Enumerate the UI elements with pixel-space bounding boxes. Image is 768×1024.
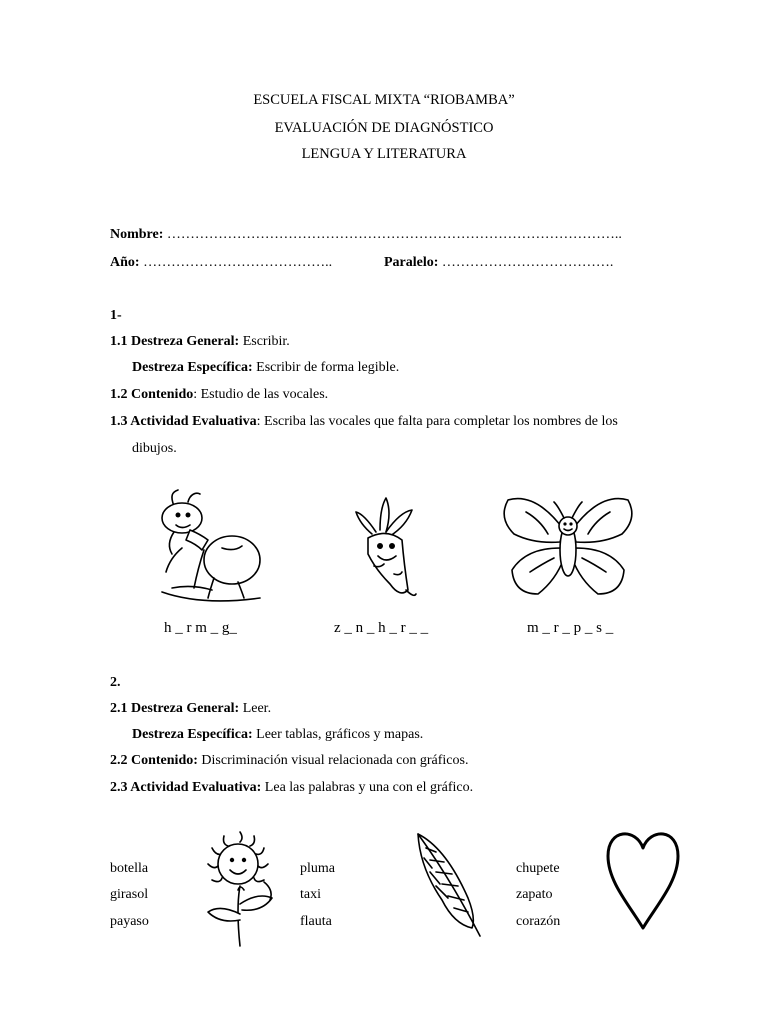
feather-illustration: [406, 828, 486, 938]
word-botella: botella: [110, 861, 149, 876]
word-flauta: flauta: [300, 914, 332, 929]
word-girasol: girasol: [110, 887, 149, 902]
section1-general: 1.1 Destreza General: Escribir.: [110, 334, 290, 349]
section2-activity: 2.3 Actividad Evaluativa: Lea las palabras y una con el gráfico.: [110, 780, 474, 795]
year-line: [110, 254, 332, 271]
word-payaso: payaso: [110, 914, 149, 929]
word-blank-1: h _ r m _ g_: [164, 620, 237, 636]
parallel-label: Paralelo:: [384, 255, 439, 270]
name-line: [110, 226, 622, 243]
sunflower-illustration: [200, 828, 285, 948]
word-pluma: pluma: [300, 861, 335, 876]
section2-general: 2.1 Destreza General: Leer.: [110, 701, 272, 716]
word-blank-3: m _ r _ p _ s _: [527, 620, 614, 636]
word-corazon: corazón: [516, 914, 561, 929]
word-chupete: chupete: [516, 861, 560, 876]
year-dots: …………………………………..: [143, 255, 333, 270]
name-dots: ……………………………………………………………………………………..: [166, 227, 622, 242]
school-title: ESCUELA FISCAL MIXTA “RIOBAMBA”: [253, 92, 515, 108]
word-blank-2: z _ n _ h _ r _ _: [334, 620, 429, 636]
section2-number: 2.: [110, 675, 121, 690]
word-zapato: zapato: [516, 887, 553, 902]
heart-illustration: [604, 826, 682, 932]
ant-illustration: [152, 488, 267, 608]
word-taxi: taxi: [300, 887, 321, 902]
year-label: Año:: [110, 255, 140, 270]
parallel-line: [384, 254, 613, 271]
subject-title: LENGUA Y LITERATURA: [301, 146, 467, 162]
butterfly-illustration: [496, 490, 641, 605]
section1-activity: 1.3 Actividad Evaluativa: Escriba las vocales que falta para completar los nombres de los: [110, 414, 618, 429]
section1-number: 1-: [110, 308, 122, 323]
carrot-illustration: [346, 494, 421, 604]
section1-specific: Destreza Específica: Escribir de forma legible.: [132, 360, 400, 375]
section2-content: 2.2 Contenido: Discriminación visual relacionada con gráficos.: [110, 753, 469, 768]
section1-content: 1.2 Contenido: Estudio de las vocales.: [110, 387, 329, 402]
evaluation-title: EVALUACIÓN DE DIAGNÓSTICO: [274, 120, 494, 136]
parallel-dots: ……………………………….: [441, 255, 614, 270]
section2-specific: Destreza Específica: Leer tablas, gráficos y mapas.: [132, 727, 424, 742]
section1-activity-cont: dibujos.: [132, 441, 177, 456]
name-label: Nombre:: [110, 227, 164, 242]
